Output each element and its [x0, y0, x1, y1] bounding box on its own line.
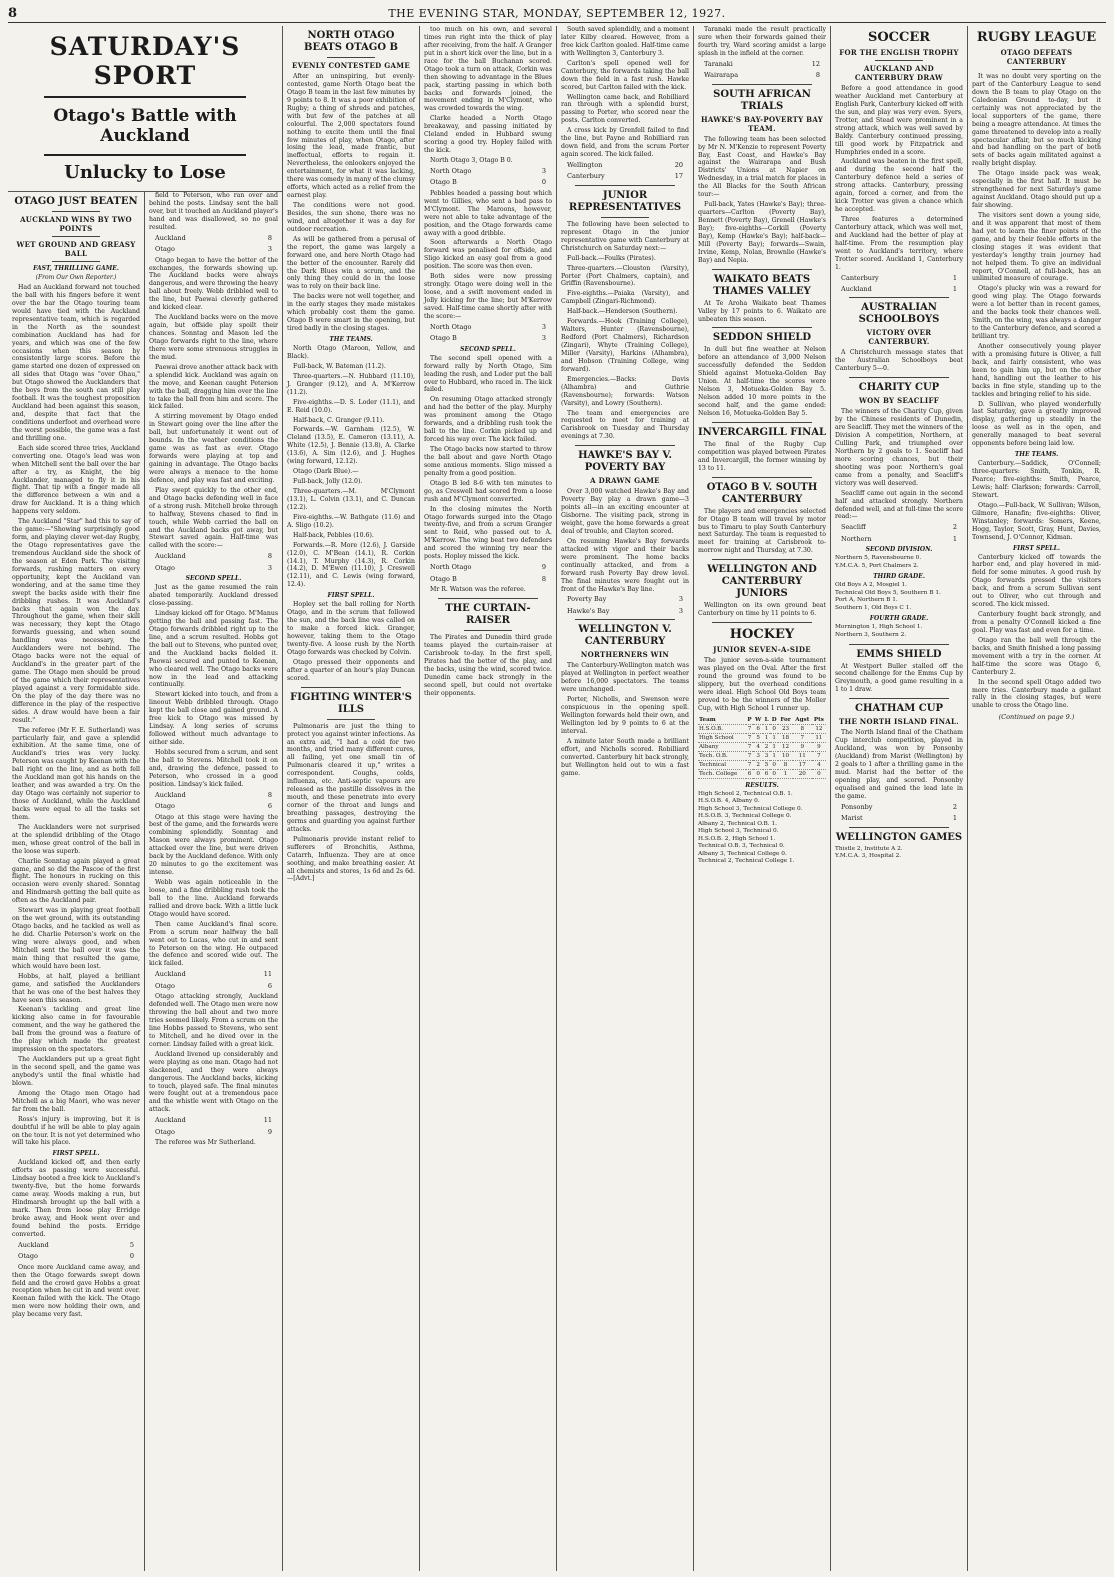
- paragraph: The Auckland "Star" had this to say of the game:—"Showing surprisingly good form, and playing clever wet-day Rugby, the Otago representatives gave the tremendous Auckland side the shock of the season at Eden Park. The visiting forwards, rushing matters on every opportunity, kept the Auckland van wondering, and at the same time they swept the backs aside with their fine dribbling rushes. It was Auckland's backs that again won the day. Throughout the game, when their skill was necessary, they kept the Otago forwards guessing, and when sound handling was necessary, the Aucklanders were not behind. The Otago backs were not the equal of Auckland's in the greater part of the game. The Otago men should be proud of the game which their representatives played against a very formidable side. On the play of the day there was no difference in the play of the respective sides. A draw would have been a fair result.": [12, 518, 140, 724]
- article-subhead: OTAGO DEFEATS CANTERBURY: [1000, 48, 1073, 66]
- score-line: Otago 0: [18, 1252, 134, 1261]
- paragraph: As will be gathered from a perusal of the report, the game was largely a forward one, and here North Otago had the better of the encounter. Rarely did the Dark Blues win a scrum, and the only thing they could do in the loose was to rely on their back line.: [287, 235, 415, 291]
- article-subhead: A DRAWN GAME: [590, 476, 660, 486]
- paragraph: Five-eighths.—Paiaka (Varsity), and Campbell (Zingari-Richmond).: [561, 290, 689, 306]
- article-headline: JUNIOR REPRESENTATIVES: [568, 189, 682, 213]
- paragraph: Wellington on its own ground beat Canterbury on time by 11 points to 6.: [698, 602, 826, 618]
- list-item: Technical 2, Technical College 1.: [698, 858, 795, 865]
- paragraph: Otago at this stage were having the best of the game, and the forwards were combining splendidly. Sonntag and Mason were always prominent. Otago attacked over the line, but were driven back by the Auckland defence. With only 20 minutes to go the excitement was intense.: [149, 813, 278, 877]
- section-banner-rugby-league: RUGBY LEAGUE: [976, 30, 1097, 45]
- section-heading: RESULTS.: [745, 781, 779, 789]
- article-subhead: WON BY SEACLIFF: [858, 396, 940, 406]
- paragraph: Three features a determined Canterbury attack, which was well met, and Auckland had the better of play at half-time. From the resumption play went to Auckland's territory, where Trotter scored. Auckland 1, Canterbury 1.: [835, 216, 963, 271]
- paragraph: The backs were not well together, and in the early stages they made mistakes which probably cost them the game. Otago B were smart in the opening, but tired badly in the closing stages.: [287, 293, 415, 333]
- paragraph: The Aucklanders were not surprised at the splendid dribbling of the Otago men, whose great control of the ball in the loose was superb.: [12, 823, 140, 855]
- article-headline: NORTH OTAGO BEATS OTAGO B: [304, 30, 398, 53]
- team-listing: Full-back, W. Bateman (11.2).: [293, 362, 386, 370]
- article-headline: AUSTRALIAN SCHOOLBOYS: [858, 302, 940, 326]
- article-headline: SOUTH AFRICAN TRIALS: [713, 88, 811, 112]
- spread-title: SATURDAY'S SPORT: [49, 32, 241, 90]
- score-line: Otago 3: [155, 245, 272, 254]
- paragraph: The referee (Mr F. E. Sutherland) was particularly fair, and gave a splendid exhibition. At the same time, one of Auckland's tries was very lucky. Peterson was caught by Keenan with the ball right on the line, and as both fell the Auckland man got his hands on the leather, and was awarded a try. On the day Otago was certainly not superior to those of Auckland, while the Auckland backs were equal to all the tasks set them.: [12, 726, 140, 821]
- score-line: Canterbury 17: [567, 172, 683, 181]
- spread-subtitle: Otago's Battle with Auckland: [53, 106, 237, 146]
- paragraph: Before a good attendance in good weather Auckland met Canterbury at English Park, Canterbury kicked off with the sun, and play was very even. Syers, Trotter, and Stead were prominent in a strong attack, which was well saved by Baldy. Canterbury continued pressing, till good work by Fitzpatrick and Humphries ended in a score.: [835, 85, 964, 156]
- paragraph: On resuming Otago attacked strongly and had the better of the play. Murphy was prominent among the Otago forwards, and a dribbling rush took the ball to the line. Corkin picked up and forced his way over. The kick failed.: [424, 396, 552, 444]
- team-listing: North Otago (Maroon, Yellow, and Black).: [287, 345, 415, 360]
- column-1: [8, 192, 145, 1571]
- article-subhead: HAWKE'S BAY-POVERTY BAY TEAM.: [700, 114, 824, 133]
- team-listing: Otago.—Full-back, W. Sullivan; Wilson, Gilmore, Hanafin; five-eighths: Oliver, Winstanley; forwards: Somers, Keene, Hogg, Taylor, Scott, Gray, Hunt, Davies, Townsend, J. O'Connor, Kidman.: [972, 501, 1101, 541]
- paragraph: Hobbs secured from a scrum, and sent the ball to Stevens. Mitchell took it on and, drawing the defence, passed to Peterson, who crossed in a good position. Lindsay's kick failed.: [149, 748, 278, 788]
- column-6: [694, 26, 831, 1571]
- article-headline: HAWKE'S BAY V. POVERTY BAY: [578, 450, 672, 474]
- score-line: Auckland 5: [18, 1240, 134, 1249]
- article-headline: OTAGO JUST BEATEN: [14, 196, 138, 207]
- team-listing: Canterbury.—Saddick, O'Connell; three-quarters: Smith, Tonkin, R. Pearce; five-eighths: Smith, Pearce, Lewis; half: Clarkson; forwards: Carroll, Stewart.: [972, 460, 1101, 499]
- table-row: High School 7 5 1 1 18 7 11: [698, 733, 826, 742]
- results-list: [835, 582, 963, 612]
- paragraph: Carlton's spell opened well for Canterbury, the forwards taking the ball down the field in a fast rush. Hawke scored, but Carlton failed with the kick.: [561, 59, 689, 91]
- section-heading: THIRD GRADE.: [873, 573, 925, 581]
- list-item: Y.M.C.A. 5, Port Chalmers 2.: [835, 562, 919, 569]
- list-item: H.S.O.B. 3, Technical College 0.: [698, 813, 792, 820]
- score-line: Auckland 11: [155, 970, 272, 979]
- points-ladder: [698, 716, 826, 779]
- list-item: High School 3, Technical College 0.: [698, 805, 803, 812]
- paragraph: Half-back.—Henderson (Southern).: [567, 308, 678, 316]
- article-subhead: EVENLY CONTESTED GAME: [292, 61, 410, 70]
- section-heading: SECOND DIVISION.: [865, 546, 933, 554]
- article-headline: THE CURTAIN-RAISER: [445, 602, 531, 626]
- paragraph: The Canterbury-Wellington match was played at Wellington in perfect weather before 16,000 spectators. The teams were unchanged.: [561, 662, 689, 694]
- paragraph: The Pirates and Dunedin third grade teams played the curtain-raiser at Carisbrook to-day. In the first spell, Pirates had the better of the play, and the backs, using the wind, scored twice. Dunedin came back strongly in the second spell, but could not overtake their opponents.: [424, 633, 552, 697]
- paragraph: Otago pressed their opponents and after a quarter of an hour's play Duncan scored.: [287, 658, 415, 682]
- list-item: Albany 2, Technical O.B. 1.: [698, 820, 777, 827]
- paragraph: Just as the game resumed the rain abated temporarily. Auckland dressed close-passing.: [149, 584, 278, 608]
- paragraph: field to Peterson, who ran over and behind the posts. Lindsay sent the ball over, but it touched an Auckland player's hand and was disallowed, so no goal resulted.: [149, 192, 278, 231]
- article-subhead: WET GROUND AND GREASY BALL: [16, 240, 136, 258]
- score-line: Otago 9: [155, 1127, 272, 1136]
- paragraph: Another consecutively young player with a promising future is Oliver, a full back, and fairly consistent, who was keen to gain him up, but on the other hand, handling out the leather to his backs in fine style, standing up to the tackles and bringing relief to his side.: [972, 342, 1101, 398]
- results-list: [835, 846, 963, 861]
- team-listing: Half-back, C. Granger (9.11).: [293, 416, 385, 424]
- score-line: Otago 3: [155, 563, 272, 572]
- spread-tagline: Unlucky to Lose: [64, 162, 226, 183]
- team-listing: Half-back, Pebbles (10.6).: [293, 531, 374, 539]
- score-line: Auckland 8: [155, 552, 272, 561]
- table-row: Technical 7 2 5 0 8 17 4: [698, 760, 826, 769]
- ladder-header-row: Team P W L D For Agst Pts: [698, 716, 826, 725]
- paragraph: Clarke headed a North Otago breakaway, and passing initiated by Cleland ended in Hubbard swung scoring a good try. Hopley failed with the kick.: [424, 115, 552, 155]
- results-list: [698, 791, 826, 866]
- column-7: [831, 26, 968, 1571]
- paragraph: The conditions were not good. Besides, the sun shone, there was no wind, and altogether it was a day for outdoor recreation.: [287, 202, 415, 233]
- team-listing: Five-eighths.—D. S. Loder (11.1), and E. Reid (10.0).: [287, 398, 415, 414]
- paragraph: South saved splendidly, and a moment later Kilby cleared. However, from a free kick Carlton goaled. Half-time came with Wellington 3, Canterbury 3.: [561, 26, 689, 57]
- score-line: Auckland 8: [155, 790, 272, 799]
- list-item: Albany 3, Technical College 0.: [698, 850, 787, 857]
- paragraph: At Westport Buller stalled off the second challenge for the Emms Cup by Greymouth, a good game resulting in a 1 to 1 draw.: [835, 662, 963, 694]
- score-line: Wairarapa 8: [704, 71, 820, 80]
- paragraph: too much on his own, and several times run right into the thick of play after receiving, from the half. A Granger put in a short kick over the line, but in a race for the ball Buchanan scored. Otago took a turn on attack, Corkin was then showing to advantage in the Blues pack, starting passing in which both backs and forwards joined, the movement ending in M'Clymont, who was crowded towards the wing.: [424, 26, 552, 113]
- score-line: Seacliff 2: [841, 523, 957, 532]
- article-headline: EMMS SHIELD: [856, 648, 942, 660]
- paragraph: The Auckland backs were on the move again, but offside play spoilt their chances. Sonntag and Mason led the Otago forwards right to the line, where there were some strenuous struggles in the mud.: [149, 314, 278, 361]
- article-subhead: FOR THE ENGLISH TROPHY: [839, 48, 959, 57]
- spread-banner: [8, 26, 282, 192]
- results-list: [835, 555, 963, 570]
- paragraph: Porter, Nicholls, and Swenson were conspicuous in the opening spell. Wellington forwards held their own, and Wellington led by 9 points to 6 at the interval.: [561, 696, 689, 735]
- page-number: 8: [8, 5, 18, 21]
- paragraph: Seacliff came out again in the second half and attacked strongly. Northern defended well, and at full-time the score read:—: [835, 489, 963, 521]
- article-subhead: AUCKLAND WINS BY TWO POINTS: [20, 215, 132, 233]
- paragraph: Hopley set the ball rolling for North Otago, and in the scrum that followed the sun, and the back line was called on to make a forced kick. Granger, however, taking them to the Otago twenty-five. A loose rush by the North Otago forwards was checked by Colvin.: [287, 601, 415, 656]
- list-item: Technical O.B. 3, Technical 0.: [698, 843, 785, 850]
- paragraph: Auckland was beaten in the first spell, and during the second half the Canterbury defence held a series of strong attacks. Canterbury, pressing again, forced a corner, and from the kick Trotter was given a chance which he accepted.: [835, 158, 963, 214]
- paragraph: Play swept quickly to the other end, and Otago backs defending well in face of a strong rush. Mitchell broke through to halfway, Stevens chased to find in touch, while Webb carried the ball on and the Auckland backs got away, but Stewart saved again. Half-time was called with the score:—: [149, 486, 278, 550]
- article-headline: INVERCARGILL FINAL: [698, 426, 827, 438]
- section-banner-hockey: HOCKEY: [729, 627, 795, 643]
- byline: (From Our Own Reporter.): [35, 274, 117, 281]
- column-2: [145, 192, 282, 1571]
- team-listing: Forwards.—W. Garnham (12.5), W. Cleland (13.5), E. Cameron (13.11), A. White (12.5), J. Bennie (13.8), A. Clarke (13.6), A. Sim (12.6), and J. Hughes (wing forward, 12.12).: [287, 426, 415, 466]
- paragraph: Otago ran the ball well through the backs, and Smith finished a long passing movement with a try in the corner. At half-time the score was Otago 6, Canterbury 2.: [972, 636, 1101, 676]
- paragraph: Canterbury kicked off towards the harbor end, and play hovered in mid-field for some minutes. A good rush by Otago forwards pressed the visitors back, and from a scrum Sullivan sent out to Oliver, who cut through and scored. The kick missed.: [972, 553, 1101, 609]
- paragraph: After an uninspiring, but evenly-contested, game North Otago beat the Otago B team in the last few minutes by 9 points to 8. It was a poor exhibition of Rugby; a thing of shreds and patches, with but few of the patches at all colourful. The 2,000 spectators found nothing to excite them until the final few minutes of play, when Otago, after losing the lead, made frantic, but ineffectual, efforts to regain it. Nevertheless, the onlookers enjoyed the entertainment, for what it was lacking, there was comedy in many of the clumsy efforts, which acted as a relief from the earnest play.: [287, 73, 415, 200]
- score-line: North Otago 3: [430, 166, 546, 175]
- paragraph: A Christchurch message states that the Australian Schoolboys beat Canterbury 5—0.: [835, 349, 963, 373]
- continued-note: (Continued on page 9.): [998, 713, 1075, 722]
- list-item: Technical Old Boys 5, Southern B 1.: [835, 589, 941, 596]
- newspaper-title: THE EVENING STAR, MONDAY, SEPTEMBER 12, 1927.: [388, 6, 726, 20]
- score-line: Wellington 20: [567, 161, 683, 169]
- article-headline: WAIKATO BEATS THAMES VALLEY: [713, 273, 811, 297]
- section-heading: SECOND SPELL.: [185, 575, 242, 583]
- paragraph: Hobbs, at half, played a brilliant game, and satisfied the Aucklanders that he was one of the best halves they have seen this season.: [12, 972, 140, 1004]
- list-item: Y.M.C.A. 3, Hospital 2.: [835, 853, 902, 860]
- list-item: Northern 5, Ravensbourne 0.: [835, 555, 922, 562]
- advert-headline: FIGHTING WINTER'S ILLS: [290, 691, 412, 715]
- page-columns: [8, 26, 1106, 1571]
- article-subhead: AUCKLAND AND CANTERBURY DRAW: [854, 64, 944, 82]
- article-subhead: NORTHERNERS WIN: [580, 650, 670, 660]
- article-subhead: VICTORY OVER CANTERBURY.: [866, 328, 932, 347]
- article-subhead: FAST, THRILLING GAME.: [33, 265, 119, 272]
- paragraph: The players and emergencies selected for Otago B team will travel by motor bus to Timaru to play South Canterbury next Saturday. The team is requested to meet for training at Carisbrook to-morrow night and Thursday, at 7.30.: [698, 507, 826, 555]
- article-headline: WELLINGTON V. CANTERBURY: [578, 624, 672, 648]
- list-item: Thistle 2, Institute A 2.: [835, 845, 903, 852]
- table-row: H.S.O.B. 7 6 1 0 23 8 12: [698, 724, 826, 733]
- paragraph: On resuming Hawke's Bay forwards attacked with vigor and their backs were prominent. The home backs continually attacked, and from a forward rush Poverty Bay drew level. The final minutes were fought out in front of the Hawke's Bay line.: [561, 537, 689, 593]
- paragraph: Forwards.—Hook (Training College), Walters, Hunter (Ravensbourne), Redford (Port Chalmers), Richardson (Zingari), Whyte (Training College), Miller (Varsity), Harkins (Alhambra), and Hobson (Training College, wing forward).: [561, 318, 689, 373]
- paragraph: Both sides were now pressing strongly. Otago were doing well in the loose, and a swift movement ended in Jolly kicking for the line; but M'Kerrow saved. Half-time came shortly after with the score:—: [424, 273, 552, 320]
- score-line: Taranaki 12: [704, 59, 820, 68]
- advert-text: Pulmonaris are just the thing to protect you against winter infections. As an extra aid, "I had a cold for two months, and tried many different cures, all failing, yet one small tin of Pulmonaris cleared it up," writes a correspondent. Coughs, colds, influenza, etc. Anti-septic vapours are released as the pastille dissolves in the mouth, and these penetrate into every corner of the throat and lungs and breathing passages, destroying the germs and guarding you against further attacks.: [287, 722, 415, 833]
- paragraph: Ross's injury is improving, but it is doubtful if he will be able to play again on the tour. It is not yet determined who will take his place.: [12, 1115, 140, 1147]
- score-line: North Otago 3: [430, 322, 546, 331]
- list-item: Southern 1, Old Boys C 1.: [835, 604, 912, 611]
- referee-note: The referee was Mr Sutherland.: [155, 1139, 256, 1147]
- referee-note: Mr R. Watson was the referee.: [430, 586, 526, 593]
- paragraph: It was no doubt very sporting on the part of the Canterbury League to send down the B team to play Otago on the Caledonian Ground to-day, but it certainly was not appreciated by the local supporters of the game, there being a meagre attendance. At times the game threatened to develop into a really spectacular affair, but so much kicking and bad handling on the part of both sets of backs again militated against a really bright display.: [972, 73, 1101, 168]
- advert-text: Pulmonaris provide instant relief to sufferers of Bronchitis, Asthma, Catarrh, Influenza. They are at once soothing, and make breathing easier. At all chemists and stores, 1s 6d and 2s 6d.—[Advt.]: [287, 835, 415, 883]
- masthead: [8, 4, 1106, 23]
- paragraph: At Te Aroha Waikato beat Thames Valley by 17 points to 6. Waikato are unbeaten this season.: [698, 299, 826, 323]
- paragraph: The visitors sent down a young side, and it was apparent that most of them had yet to learn the finer points of the game, and by their feeble efforts in the closing stages it was evident that yesterday's lengthy train journey had not helped them. To give an individual report, O'Connell, at full-back, has an unlimited measure of courage.: [972, 211, 1101, 283]
- team-listing: Forwards.—R. More (12.6), J. Garside (12.0), C. M'Bean (14.1), R. Corkin (14.1), T. Murphy (14.3), R. Corkin (14.2), D. M'Ewen (11.10), J. Creswell (12.11), and C. Lewis (wing forward, 12.4).: [287, 541, 415, 589]
- paragraph: Then came Auckland's final score. From a scrum near halfway the ball went out to Lucas, who cut in and sent to Peterson on the wing. He outpaced the defence and scored wide out. The kick failed.: [149, 920, 278, 968]
- section-heading: THE TEAMS.: [1014, 451, 1059, 459]
- paragraph: The team and emergencies are requested to meet for training at Carisbrook on Tuesday and Thursday evenings at 7.30.: [561, 409, 689, 441]
- paragraph: Webb was again noticeable in the loose, and a fine dribbling rush took the ball to the line. Auckland forwards rallied and drove back. With a little luck Otago would have scored.: [149, 879, 278, 918]
- list-item: High School 2, Technical O.B. 1.: [698, 790, 793, 797]
- paragraph: Otago began to have the better of the exchanges, the forwards showing up. The Auckland backs were always dangerous, and were throwing the heavy ball about freely. Webb dribbled well to the line, but Paewai cleverly gathered and kicked clear.: [149, 256, 278, 312]
- paragraph: Lindsay kicked off for Otago. M'Manus getting the ball and passing fast. The Otago forwards dribbled right up to the line, and a scrum resulted. Hobbs got the ball out to Stevens, who punted over, and the Auckland backs fielded it. Paewai secured and punted to Keenan, who cleared well. The Otago backs were now in the lead and attacking continually.: [149, 610, 278, 689]
- list-item: Mornington 1, High School 1.: [835, 624, 923, 631]
- paragraph: Soon afterwards a North Otago forward was penalised for offside, and Sligo kicked an easy goal from a good position. The score was then even.: [424, 239, 552, 271]
- section-heading: FIRST SPELL.: [1013, 544, 1060, 552]
- paragraph: The final of the Rugby Cup competition was played between Pirates and Invercargill, the former winning by 13 to 11.: [698, 440, 826, 472]
- paragraph: Wellington came back, and Robilliard ran through with a splendid burst, passing to Porter, who scored near the posts. Carlton converted.: [561, 93, 689, 125]
- team-listing: Three-quarters.—N. Hubbard (11.10), J. Granger (9.12), and A. M'Kerrow (11.2).: [287, 372, 415, 396]
- paragraph: Stewart was in playing great football on the wet ground, with its outstanding Otago backs, and he tackled as well as he did. Charlie Peterson's work on the wing were always good, and when Mitchell sent the ball over it was the main thing that resulted the game, which would have been lost.: [12, 907, 140, 970]
- results-list: [835, 624, 963, 639]
- paragraph: In the closing minutes the North Otago forwards surged into the Otago twenty-five, and from a scrum Granger sent to Reid, who passed out to A. M'Kerrow. The wing beat two defenders and scored the winning try near the posts. Hopley missed the kick.: [424, 505, 552, 561]
- paragraph: A stirring movement by Otago ended in Stewart going over the line after the ball, but unfortunately it went out of bounds. In the weather conditions the game was as fast as ever. Otago forwards were playing at top and gaining in advantage. The Otago backs were always a menace to the home defence, and play was fast and exciting.: [149, 413, 278, 484]
- score-line: Ponsonby 2: [841, 802, 957, 811]
- paragraph: Full-back.—Foulks (Pirates).: [567, 254, 656, 262]
- team-listing: Three-quarters.—M. M'Clymont (13.1), L. Colvin (13.1), and C. Duncan (12.2).: [287, 488, 415, 511]
- section-heading: FOURTH GRADE.: [869, 615, 929, 623]
- paragraph: Once more Auckland came away, and then the Otago forwards swept down field and the crowd gave Hobbs a great reception when he cut in and went over. Keenan failed with the kick. The Otago men were now holding their own, and play became very fast.: [12, 1263, 140, 1319]
- paragraph: Otago's plucky win was a reward for good wing play. The Otago forwards were a lot better than in recent games, and the backs took their chances well. Smith, on the wing, was always a danger to the Canterbury defence, and scored a brilliant try.: [972, 285, 1101, 340]
- score-line: Otago B 8: [430, 574, 546, 583]
- paragraph: Emergencies.—Backs: Davis (Alhambra) and Guthrie (Ravensbourne); forwards: Watson (Varsity), and Lowry (Southern).: [561, 375, 689, 407]
- section-heading: THE TEAMS.: [329, 336, 373, 343]
- article-headline: CHARITY CUP: [858, 382, 940, 394]
- article-headline: WELLINGTON GAMES: [835, 831, 963, 843]
- paragraph: Paewai drove another attack back with a splendid kick. Auckland was again on the move, and Keenan caught Peterson with the ball, dragging him over the line to take the ball from him and score. The kick failed.: [149, 363, 278, 411]
- list-item: High School 3, Technical 0.: [698, 828, 779, 835]
- paragraph: Canterbury fought back strongly, and from a penalty O'Connell kicked a fine goal. Play was fast and even for a time.: [972, 611, 1101, 634]
- paragraph: Taranaki made the result practically sure when their forwards gained their fourth try, Ward scoring amidst a large splash in the infield at the corner.: [698, 26, 826, 57]
- paragraph: The North Island final of the Chatham Cup interclub competition, played in Auckland, was won by Ponsonby (Auckland) from Marist (Wellington) by 2 goals to 1 after a thrilling game in the mud. Marist had the better of the opening play, and scored. Ponsonby equalised and gained the lead late in the game.: [835, 729, 963, 800]
- paragraph: The second spell opened with a forward rally by North Otago, Sim leading the rush, and Loder put the ball over to Hubbard, who raced in. The kick failed.: [424, 354, 552, 394]
- score-line: Northern 1: [841, 534, 957, 543]
- column-4: [420, 26, 557, 1571]
- team-listing: Five-eighths.—W. Bathgate (11.6) and A. Sligo (10.2).: [287, 513, 415, 529]
- paragraph: Auckland kicked off, and then early efforts as passing were successful. Lindsay booted a free kick to Auckland's twenty-five, but the home forwards came away. Woods making a run, but Hindmarsh brought up the ball with a mark. Then from loose play Erridge broke away, and Hook went over and found behind the posts. Erridge converted.: [12, 1159, 140, 1238]
- paragraph: The Otago inside pack was weak, especially in the first half. It must be strengthened for next Saturday's game against Auckland. Otago should put up a fair showing.: [972, 170, 1101, 209]
- list-item: Northern 3, Southern 2.: [835, 631, 907, 638]
- section-heading: FIRST SPELL.: [327, 592, 375, 600]
- section-heading: SECOND SPELL.: [460, 345, 516, 353]
- table-row: Tech. College 6 0 6 0 1 20 0: [698, 769, 826, 778]
- list-item: Port A, Northern B 1.: [835, 597, 898, 604]
- list-item: H.S.O.B. 4, Albany 0.: [698, 798, 760, 805]
- article-subhead: THE NORTH ISLAND FINAL.: [839, 717, 959, 727]
- paragraph: The Otago backs now started to throw the ball about and gave North Otago some anxious moments. Sligo missed a penalty from a good position.: [424, 446, 552, 477]
- score-line: Auckland 1: [841, 285, 957, 293]
- article-headline: CHATHAM CUP: [854, 703, 944, 715]
- paragraph: North Otago 3, Otago B 0.: [430, 157, 513, 164]
- paragraph: A cross kick by Grenfell failed to find the line, but Payne and Robilliard ran down field, and from the scrum Porter again scored. The kick failed.: [561, 127, 689, 159]
- paragraph: The winners of the Charity Cup, given by the Chinese residents of Dunedin, are Seacliff. They met the winners of the Division A competition, Northern, at Culling Park, and triumphed over Northern by 2 goals to 1. Seacliff had more scoring chances, but their shooting was poor. Northern's goal came from a penalty, and Seacliff's victory was well deserved.: [835, 408, 963, 487]
- saturdays-sport-spread: [8, 26, 283, 1571]
- paragraph: Otago B led 8-6 with ten minutes to go, as Creswell had scored from a loose rush and M'Clymont converted.: [424, 479, 552, 503]
- paragraph: Auckland livened up considerably and were playing as one man. Otago had not slackened, and they were always dangerous. The Auckland backs, kicking to touch, played safe. The final minutes were fought out at a tremendous pace and the whistle went with Otago on the attack.: [149, 1050, 278, 1114]
- score-line: Marist 1: [841, 814, 957, 823]
- score-line: Canterbury 1: [841, 273, 957, 282]
- paragraph: Three-quarters.—Clouston (Varsity), Porter (Port Chalmers, captain), and Griffin (Ravensbourne).: [561, 264, 689, 288]
- paragraph: Full-back, Yates (Hawke's Bay); three-quarters—Carlton (Poverty Bay), Bennett (Poverty Bay), Grenell (Hawke's Bay); five-eighths—Corkill (Poverty Bay), Kemp (Hawke's Bay); half-back—Mill (Poverty Bay); forwards—Swain, Irvine, Kemp, Nolan, Brownlie (Hawke's Bay) and Nepia.: [698, 201, 826, 264]
- score-line: Auckland 8: [155, 233, 272, 242]
- score-line: Otago B 3: [430, 334, 546, 343]
- paragraph: Otago attacking strongly, Auckland defended well. The Otago men were now throwing the ball about and two more tries seemed likely. From a scrum on the line Hobbs passed to Stevens, who sent to Mitchell, and he dived over in the corner. Lindsay failed with a great kick.: [149, 993, 278, 1048]
- list-item: H.S.O.B. 2, High School 1.: [698, 835, 776, 842]
- paragraph: D. Sullivan, who played wonderfully last Saturday, gave a greatly improved display, gathering up steadily in the loose as well as in the open, and generally managed to beat several opponents before being laid low.: [972, 400, 1101, 448]
- section-banner-soccer: SOCCER: [867, 30, 931, 45]
- paragraph: Had an Auckland forward not touched the ball with his fingers before it went over the bar the Otago touring team would have tied with the Auckland representative team, which is regarded in the North as the soundest combination Auckland has had for years, and which was one of the few occasions when this season by consistently large scores. Before the game started one dozen of expressed on all sides that Otago was "over Ohau," but Otago showed the Aucklanders that the boys from the south can still play football. It was the toughest proposition Auckland had been against this season, and, despite that fact that the conditions underfoot and overhead were the worst possible, the game was a fast and thrilling one.: [12, 284, 140, 442]
- paragraph: The following team has been selected by Mr N. M'Kenzie to represent Poverty Bay, East Coast, and Hawke's Bay against the Wairarapa and Bush Districts' Unions at Napier on Wednesday, in a trial match for places in the All Blacks for the South African tour:—: [698, 135, 826, 199]
- paragraph: Charlie Sonntag again played a great game, and so did the Pascoe of the first flight. The honours in rucking on this occasion were evenly shared. Sonntag and Hindmarsh getting the ball quite as often as the Auckland pair.: [12, 857, 140, 905]
- paragraph: Each side scored three tries, Auckland converting one. Otago's lead was won when Mitchell sent the ball over the bar after a try, as Knight, the big Aucklander, managed to fly it in his flight. That tip with a finger made all the difference between a win and a draw for Auckland. It is a thing which happens very seldom.: [12, 444, 140, 516]
- paragraph: The following have been selected to represent Otago in the junior representative game with Canterbury at Christchurch on Saturday next:—: [561, 220, 689, 252]
- article-headline: OTAGO B V. SOUTH CANTERBURY: [706, 481, 818, 505]
- score-line: Otago 6: [155, 802, 272, 811]
- score-line: Otago B 0: [430, 178, 546, 187]
- column-8: [968, 26, 1105, 1571]
- paragraph: Pebbles headed a passing bout which went to Gillies, who sent a bad pass to M'Clymont. The Maroons, however, were not able to take advantage of the position, and the Otago forwards came away with a good dribble.: [424, 189, 552, 237]
- paragraph: In dull but fine weather at Nelson before an attendance of 3,000 Nelson successfully defended the Seddon Shield against Motueka-Golden Bay Union. At half-time the scores were Nelson 3, Motueka-Golden Bay 5. Nelson added 10 more points in the second half, and the game ended: Nelson 16, Motueka-Golden Bay 5.: [698, 346, 826, 417]
- column-3: [283, 26, 420, 1571]
- column-5: [557, 26, 694, 1571]
- paragraph: The junior seven-a-side tournament was played on the Oval. After the first round the ground was found to be slippery, but the overhead conditions were ideal. High School Old Boys team proved to be the winners of the Moller Cup, with High School 1 runner up.: [698, 657, 826, 712]
- section-heading: FIRST SPELL.: [52, 1150, 100, 1158]
- score-line: Otago 6: [155, 981, 272, 990]
- paragraph: In the second spell Otago added two more tries. Canterbury made a gallant rally in the closing stages, but were unable to cross the Otago line.: [972, 678, 1101, 710]
- article-headline: WELLINGTON AND CANTERBURY JUNIORS: [707, 564, 817, 600]
- score-line: Auckland 11: [155, 1116, 272, 1125]
- paragraph: Keenan's tackling and great line kicking also came in for favourable comment, and the way he gathered the ball from the ground was a feature of the play which made the greatest impression on the spectators.: [12, 1006, 140, 1054]
- team-listing: Full-back, Jolly (12.0).: [293, 478, 363, 486]
- paragraph: A minute later South made a brilliant effort, and Nicholls scored. Robilliard converted. Canterbury hit back strongly, but Wellington held out to win a fast game.: [561, 737, 689, 777]
- paragraph: The Aucklanders put up a great fight in the second spell, and the game was anybody's until the final whistle had blown.: [12, 1056, 140, 1087]
- score-line: Hawke's Bay 3: [567, 606, 683, 615]
- article-headline: SEDDON SHIELD: [712, 332, 812, 344]
- paragraph: Over 3,000 watched Hawke's Bay and Poverty Bay play a drawn game—3 points all—in an exciting encounter at Gisborne. The visiting pack, strong in weight, gave the home forwards a great deal of trouble, and Clayton scored.: [561, 488, 689, 535]
- article-subhead: JUNIOR SEVEN-A-SIDE: [713, 645, 811, 655]
- list-item: Old Boys A 2, Mosgiel 1.: [835, 582, 908, 589]
- table-row: Albany 7 4 2 1 12 9 9: [698, 742, 826, 751]
- score-line: North Otago 9: [430, 563, 546, 572]
- paragraph: Stewart kicked into touch, and from a lineout Webb dribbled through. Otago kept the ball close and gained ground. A free kick to Otago was missed by Lindsay. A long series of scrums followed without much advantage to either side.: [149, 691, 278, 746]
- table-row: Tech. O.B. 7 3 3 1 10 11 7: [698, 751, 826, 760]
- score-line: Poverty Bay 3: [567, 595, 683, 604]
- paragraph: Among the Otago men Otago had Mitchell as a big Maori, who was never far from the ball.: [12, 1089, 140, 1113]
- team-listing: Otago (Dark Blue).—: [293, 468, 359, 476]
